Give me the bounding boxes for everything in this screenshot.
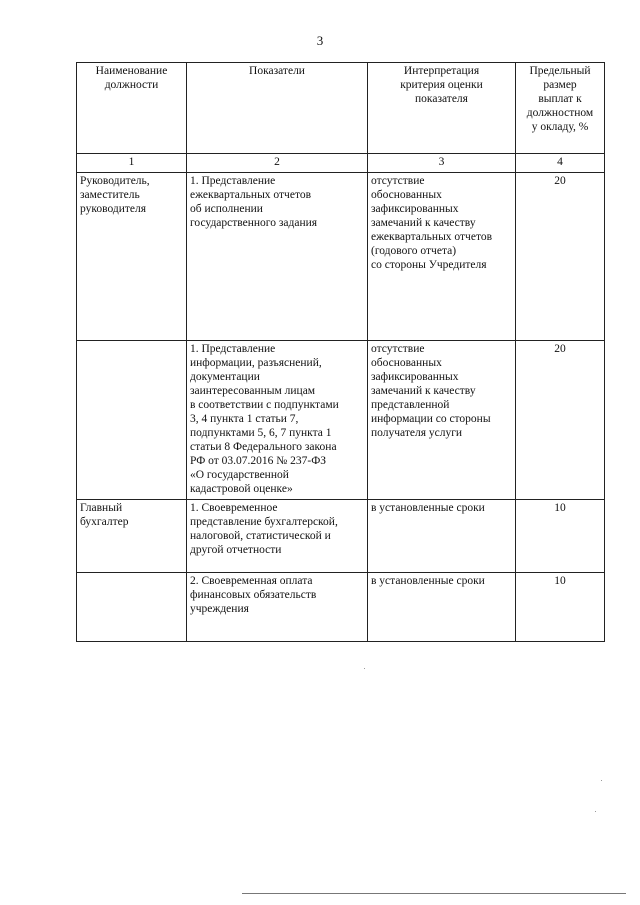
page-number: 3 <box>316 33 324 48</box>
table-header-row <box>77 63 605 154</box>
position-cell <box>77 573 187 642</box>
header-interpretation: Интерпретация критерия оценки показателя <box>368 63 516 154</box>
indicator-cell: 1. Представление информации, разъяснений, документации заинтересованным лицам в соответствии с подпунктами 3, 4 пункта 1 статьи 7, подпунктами 5, 6, 7 пункта 1 статьи 8 Федерального закона РФ от 03.07.2016 № 237-ФЗ «О государственной кадастровой оценке» <box>187 341 368 500</box>
scan-speck <box>601 780 602 781</box>
header-indicators: Показатели <box>187 63 368 154</box>
interpretation-cell: отсутствие обоснованных зафиксированных замечаний к качеству представленной информации со стороны получателя услуги <box>368 341 516 500</box>
table-row <box>77 341 605 500</box>
table-row <box>77 500 605 573</box>
interpretation-cell: в установленные сроки <box>368 500 516 573</box>
indicator-cell: 2. Своевременная оплата финансовых обязательств учреждения <box>187 573 368 642</box>
interpretation-cell: в установленные сроки <box>368 573 516 642</box>
header-payment-limit: Предельный размер выплат к должностном у окладу, % <box>516 63 605 154</box>
scan-speck <box>595 811 596 812</box>
indicator-cell: 1. Представление ежеквартальных отчетов об исполнении государственного задания <box>187 173 368 341</box>
limit-cell: 20 <box>516 341 605 500</box>
column-number: 4 <box>516 154 605 173</box>
limit-cell: 10 <box>516 500 605 573</box>
interpretation-cell: отсутствие обоснованных зафиксированных замечаний к качеству ежеквартальных отчетов (годового отчета) со стороны Учредителя <box>368 173 516 341</box>
evaluation-criteria-table <box>76 62 605 642</box>
column-number: 3 <box>368 154 516 173</box>
column-number: 1 <box>77 154 187 173</box>
table-row <box>77 573 605 642</box>
position-cell <box>77 341 187 500</box>
position-cell: Руководитель, заместитель руководителя <box>77 173 187 341</box>
header-position: Наименование должности <box>77 63 187 154</box>
indicator-cell: 1. Своевременное представление бухгалтерской, налоговой, статистической и другой отчетности <box>187 500 368 573</box>
limit-cell: 20 <box>516 173 605 341</box>
column-number: 2 <box>187 154 368 173</box>
table-row <box>77 173 605 341</box>
scan-speck <box>364 668 365 669</box>
limit-cell: 10 <box>516 573 605 642</box>
column-number-row <box>77 154 605 173</box>
scan-edge-line <box>242 893 626 894</box>
position-cell: Главный бухгалтер <box>77 500 187 573</box>
